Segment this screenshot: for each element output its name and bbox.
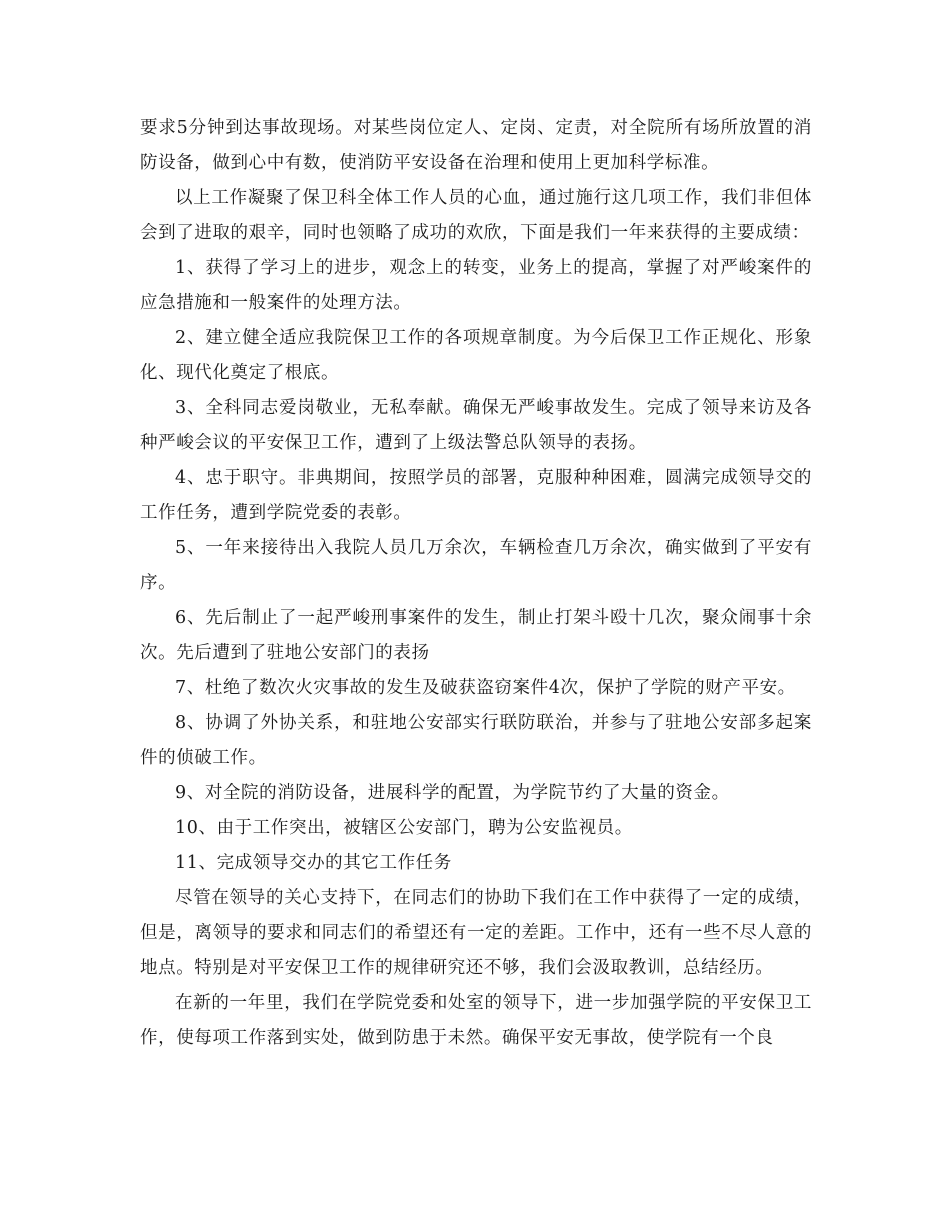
- achievement-item-7: 7、杜绝了数次火灾事故的发生及破获盗窃案件4次，保护了学院的财产平安。: [175, 678, 796, 698]
- paragraph-new-year-plan: 在新的一年里，我们在学院党委和处室的领导下，进一步加强学院的平安保卫工作，使每项工作落到实处，做到防患于未然。确保平安无事故，使学院有一个良: [140, 993, 812, 1048]
- achievement-item-3: 3、全科同志爱岗敬业，无私奉献。确保无严峻事故发生。完成了领导来访及各种严峻会议的平安保卫工作，遭到了上级法警总队领导的表扬。: [140, 398, 812, 453]
- achievement-item-10: 10、由于工作突出，被辖区公安部门，聘为公安监视员。: [175, 818, 633, 838]
- achievement-item-1: 1、获得了学习上的进步，观念上的转变，业务上的提高，掌握了对严峻案件的应急措施和一般案件的处理方法。: [140, 258, 812, 313]
- paragraph-shortcomings: 尽管在领导的关心支持下，在同志们的协助下我们在工作中获得了一定的成绩，但是，离领导的要求和同志们的希望还有一定的差距。工作中，还有一些不尽人意的地点。特别是对平安保卫工作的规律研究还不够，我们会汲取教训，总结经历。: [140, 888, 812, 978]
- achievement-item-2: 2、建立健全适应我院保卫工作的各项规章制度。为今后保卫工作正规化、形象化、现代化奠定了根底。: [140, 328, 812, 383]
- achievement-item-4: 4、忠于职守。非典期间，按照学员的部署，克服种种困难，圆满完成领导交的工作任务，遭到学院党委的表彰。: [140, 468, 812, 523]
- achievement-item-5: 5、一年来接待出入我院人员几万余次，车辆检查几万余次，确实做到了平安有序。: [140, 538, 812, 593]
- achievement-item-8: 8、协调了外协关系，和驻地公安部实行联防联治，并参与了驻地公安部多起案件的侦破工作。: [140, 713, 812, 768]
- paragraph-continuation: 要求5分钟到达事故现场。对某些岗位定人、定岗、定责，对全院所有场所放置的消防设备，做到心中有数，使消防平安设备在治理和使用上更加科学标准。: [140, 118, 812, 173]
- achievement-item-9: 9、对全院的消防设备，进展科学的配置，为学院节约了大量的资金。: [175, 783, 730, 803]
- paragraph-summary-intro: 以上工作凝聚了保卫科全体工作人员的心血，通过施行这几项工作，我们非但体会到了进取的艰辛，同时也领略了成功的欢欣，下面是我们一年来获得的主要成绩：: [140, 188, 812, 243]
- achievement-item-6: 6、先后制止了一起严峻刑事案件的发生，制止打架斗殴十几次，聚众闹事十余次。先后遭到了驻地公安部门的表扬: [140, 608, 812, 663]
- document-page: [140, 111, 812, 1056]
- achievement-item-11: 11、完成领导交办的其它工作任务: [175, 853, 452, 873]
